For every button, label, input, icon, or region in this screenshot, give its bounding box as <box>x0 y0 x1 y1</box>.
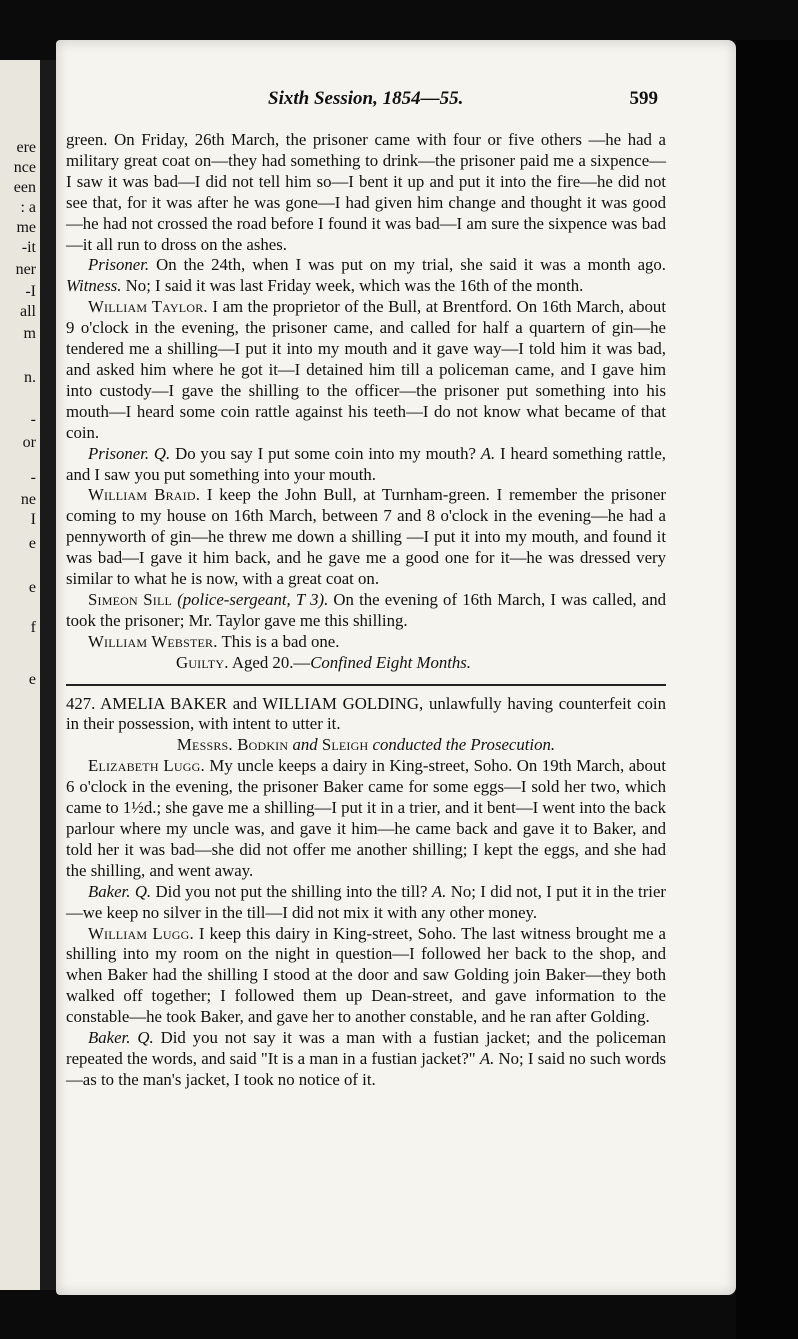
previous-page-text-fragment: een <box>13 179 36 196</box>
paragraph-text: My uncle keeps a dairy in King-street, Soho. On 19th March, about 6 o'clock in the evening, the prisoner Baker came for some eggs—I sold her two, which came to 1½d.; she gave me a shilling—I put it in a trier, and it bent—I went into the back parlour where my uncle was, and gave it him—he came back and gave it to Baker, and told her it was bad—she did not offer me another shilling; I kept the eggs, and she had the shilling, and went away. <box>66 756 666 880</box>
speaker-label: Simeon Sill <box>88 589 173 609</box>
previous-page-text-fragment: I <box>30 511 36 528</box>
scan-background <box>736 40 798 1339</box>
speaker-label: William Braid. <box>88 485 201 505</box>
answer-marker: A. <box>431 881 447 901</box>
previous-page-text-fragment: e <box>28 535 36 552</box>
counsel-text: conducted the Prosecution. <box>368 735 556 755</box>
paragraph-text: On the 24th, when I was put on my trial, she said it was a month ago. <box>149 255 666 275</box>
answer-marker: A. <box>479 1048 495 1068</box>
case-heading: 427. AMELIA BAKER and WILLIAM GOLDING, unlawfully having counterfeit coin in their possession, with intent to utter it. <box>66 693 666 734</box>
paragraph-baker-second-question <box>66 1028 666 1091</box>
paragraph-text: Did you not say it was a man with a fustian jacket; and the policeman repeated the words, and said "It is a man in a fustian jacket?" <box>66 1028 667 1068</box>
verdict-label: Guilty. <box>176 652 229 672</box>
previous-page-text-fragment: me <box>16 219 36 236</box>
previous-page-text-fragment: : a <box>20 199 36 216</box>
question-marker: Q. <box>153 443 171 463</box>
previous-page-text-fragment: -it <box>21 239 36 256</box>
paragraph-prisoner-question <box>66 255 666 297</box>
paragraph-william-webster <box>66 632 666 653</box>
paragraph-baker-question <box>66 882 666 924</box>
previous-page-text-fragment: -I <box>25 283 36 300</box>
previous-page-text-fragment: f <box>30 619 36 636</box>
speaker-label: William Taylor. <box>88 297 208 317</box>
paragraph-text: Do you say I put some coin into my mouth? <box>170 443 481 463</box>
speaker-label: Prisoner. <box>88 443 150 463</box>
previous-page-text-fragment: m <box>23 325 36 342</box>
previous-page-text-fragment: - <box>30 411 36 428</box>
page-header <box>56 88 736 112</box>
previous-page-edge <box>0 60 42 1290</box>
paragraph-continuation: green. On Friday, 26th March, the prisoner came with four or five others —he had a military great coat on—they had something to drink—the prisoner paid me a sixpence—I saw it was bad—I did not tell him so—I bent it up and put it into the fire—he did not see that, for it was after he was gone—I had given him change and thought it was good—he had not crossed the road before I found it was bad—I am sure the sixpence was bad —it all run to dross on the ashes. <box>66 130 666 254</box>
previous-page-text-fragment: e <box>28 671 36 688</box>
running-title: Sixth Session, 1854—55. <box>268 88 464 109</box>
previous-page-text-fragment: or <box>22 434 36 451</box>
speaker-label: William Webster. <box>88 631 218 651</box>
previous-page-text-fragment: ne <box>20 491 36 508</box>
question-marker: Q. <box>134 881 152 901</box>
speaker-label: Witness. <box>66 276 122 296</box>
verdict <box>66 653 666 674</box>
paragraph-prisoner-cross <box>66 444 666 486</box>
paragraph-william-lugg <box>66 924 666 1029</box>
paragraph-text: Did you not put the shilling into the till? <box>151 881 432 901</box>
speaker-label: William Lugg. <box>88 923 194 943</box>
paragraph-text: I keep the John Bull, at Turnham-green. I remember the prisoner coming to my house on 16th March, between 7 and 8 o'clock in the evening—he had a pennyworth of gin—he threw me down a shilling —I put it into my mouth, and found it was bad—I gave it him back, and he gave me a good one for it—he was dressed very similar to what he is now, with a great coat on. <box>66 485 666 589</box>
question-marker: Q. <box>137 1028 154 1048</box>
paragraph-elizabeth-lugg <box>66 756 666 881</box>
paragraph-text: I keep this dairy in King-street, Soho. The last witness brought me a shilling into my room on the night in question—I followed her back to the shop, and when Baker had the shilling I stood at the door and saw Golding join Baker—they both walked off together; I followed them up Dean-street, and gave information to the constable—he took Baker, and gave her to another constable, and he ran after Golding. <box>66 923 666 1027</box>
previous-page-text-fragment: n. <box>24 369 36 386</box>
paragraph-text: On the evening of 16th March, I was called, and took the prisoner; Mr. Taylor gave me this shilling. <box>66 589 667 630</box>
previous-page-text-fragment: ere <box>16 139 36 156</box>
counsel-name: Sleigh <box>321 735 369 755</box>
book-page <box>56 40 736 1295</box>
speaker-label: Baker. <box>88 1028 131 1048</box>
previous-page-text-fragment: ner <box>15 261 36 278</box>
previous-page-text-fragment: - <box>30 469 36 486</box>
verdict-age: Aged 20.— <box>228 652 311 672</box>
verdict-sentence: Confined Eight Months. <box>310 652 472 672</box>
page-number: 599 <box>629 88 658 109</box>
paragraph-william-taylor <box>66 297 666 443</box>
paragraph-william-braid <box>66 485 666 590</box>
counsel-line <box>66 735 666 756</box>
previous-page-text-fragment: all <box>20 303 36 320</box>
paragraph-text: I am the proprietor of the Bull, at Brentford. On 16th March, about 9 o'clock in the evening, the prisoner came, and called for half a quartern of gin—he tendered me a shilling—I put it into my mouth and it gave way—I told him it was bad, and asked him where he got it—I detained him till a policeman came, and I gave him into custody—I gave the shilling to the officer—the prisoner put something into his mouth—I heard some coin rattle against his teeth—I do not know what became of that coin. <box>66 297 666 442</box>
counsel-conjunction: and <box>288 735 322 755</box>
speaker-role: (police-sergeant, T 3). <box>177 589 329 609</box>
previous-page-text-fragment: e <box>28 579 36 596</box>
speaker-label: Elizabeth Lugg. <box>88 756 205 776</box>
speaker-label: Prisoner. <box>88 255 150 275</box>
paragraph-text: No; I said it was last Friday week, which was the 16th of the month. <box>121 276 584 296</box>
paragraph-text: No; I did not, I put it in the trier—we keep no silver in the till—I did not mix it with any other money. <box>66 881 666 922</box>
speaker-label: Baker. <box>88 881 131 901</box>
previous-page-text-fragment: nce <box>13 159 36 176</box>
paragraph-simeon-sill <box>66 590 666 632</box>
counsel-name: Messrs. Bodkin <box>176 735 289 755</box>
section-divider <box>66 684 666 686</box>
page-body <box>66 130 666 1091</box>
paragraph-text: No; I said no such words—as to the man's jacket, I took no notice of it. <box>66 1048 666 1089</box>
paragraph-text: I heard something rattle, and I saw you put something into your mouth. <box>66 443 666 484</box>
answer-marker: A. <box>480 443 496 463</box>
paragraph-text: This is a bad one. <box>217 631 340 651</box>
